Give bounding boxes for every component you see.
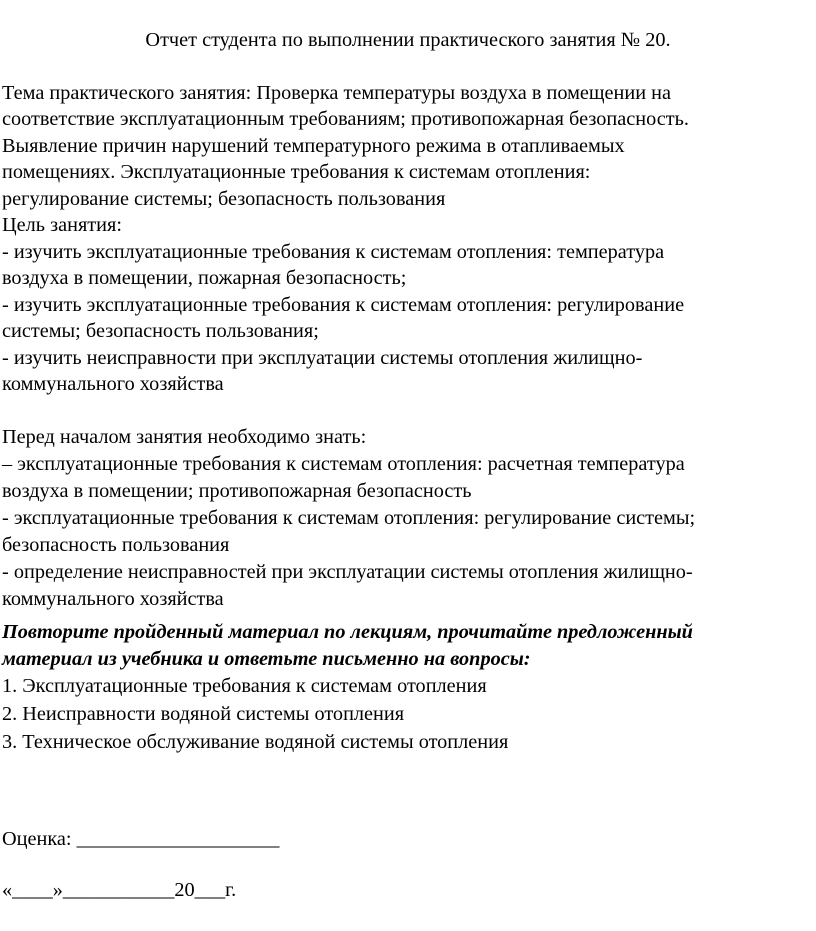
goal-line-5: - изучить неисправности при эксплуатации системы отопления жилищно- — [2, 347, 643, 369]
goal-line-3: - изучить эксплуатационные требования к системам отопления: регулирование — [2, 294, 685, 316]
topic-line-4: помещениях. Эксплуатационные требования к системам отопления: — [2, 161, 591, 183]
question-3: 3. Техническое обслуживание водяной системы отопления — [2, 731, 509, 753]
question-2: 2. Неисправности водяной системы отопления — [2, 703, 405, 725]
date-line: «____»___________20___г. — [2, 879, 237, 901]
prereq-line-5: - определение неисправностей при эксплуатации системы отопления жилищно- — [2, 561, 693, 583]
prereq-heading: Перед началом занятия необходимо знать: — [2, 426, 367, 448]
grade-line: Оценка: ____________________ — [2, 828, 280, 850]
document-title: Отчет студента по выполнении практического занятия № 20. — [145, 29, 671, 51]
prereq-line-4: безопасность пользования — [2, 534, 230, 556]
goal-line-2: воздуха в помещении, пожарная безопасность; — [2, 267, 407, 289]
prereq-line-3: - эксплуатационные требования к системам отопления: регулирование системы; — [2, 507, 696, 529]
goal-line-4: системы; безопасность пользования; — [2, 320, 319, 342]
goal-heading: Цель занятия: — [2, 214, 122, 236]
question-1: 1. Эксплуатационные требования к системам отопления — [2, 675, 487, 697]
topic-line-1: Тема практического занятия: Проверка температуры воздуха в помещении на — [2, 82, 672, 104]
topic-line-2: соответствие эксплуатационным требованиям; противопожарная безопасность. — [2, 108, 689, 130]
prereq-line-2: воздуха в помещении; противопожарная безопасность — [2, 480, 472, 502]
instruction-line-2: материал из учебника и ответьте письменно на вопросы: — [2, 648, 531, 670]
topic-line-3: Выявление причин нарушений температурного режима в отапливаемых — [2, 135, 625, 157]
prereq-line-1: – эксплуатационные требования к системам отопления: расчетная температура — [2, 453, 685, 475]
goal-line-1: - изучить эксплуатационные требования к системам отопления: температура — [2, 241, 665, 263]
topic-line-5: регулирование системы; безопасность пользования — [2, 188, 446, 210]
prereq-line-6: коммунального хозяйства — [2, 588, 224, 610]
instruction-line-1: Повторите пройденный материал по лекциям, прочитайте предложенный — [2, 621, 693, 643]
goal-line-6: коммунального хозяйства — [2, 373, 224, 395]
